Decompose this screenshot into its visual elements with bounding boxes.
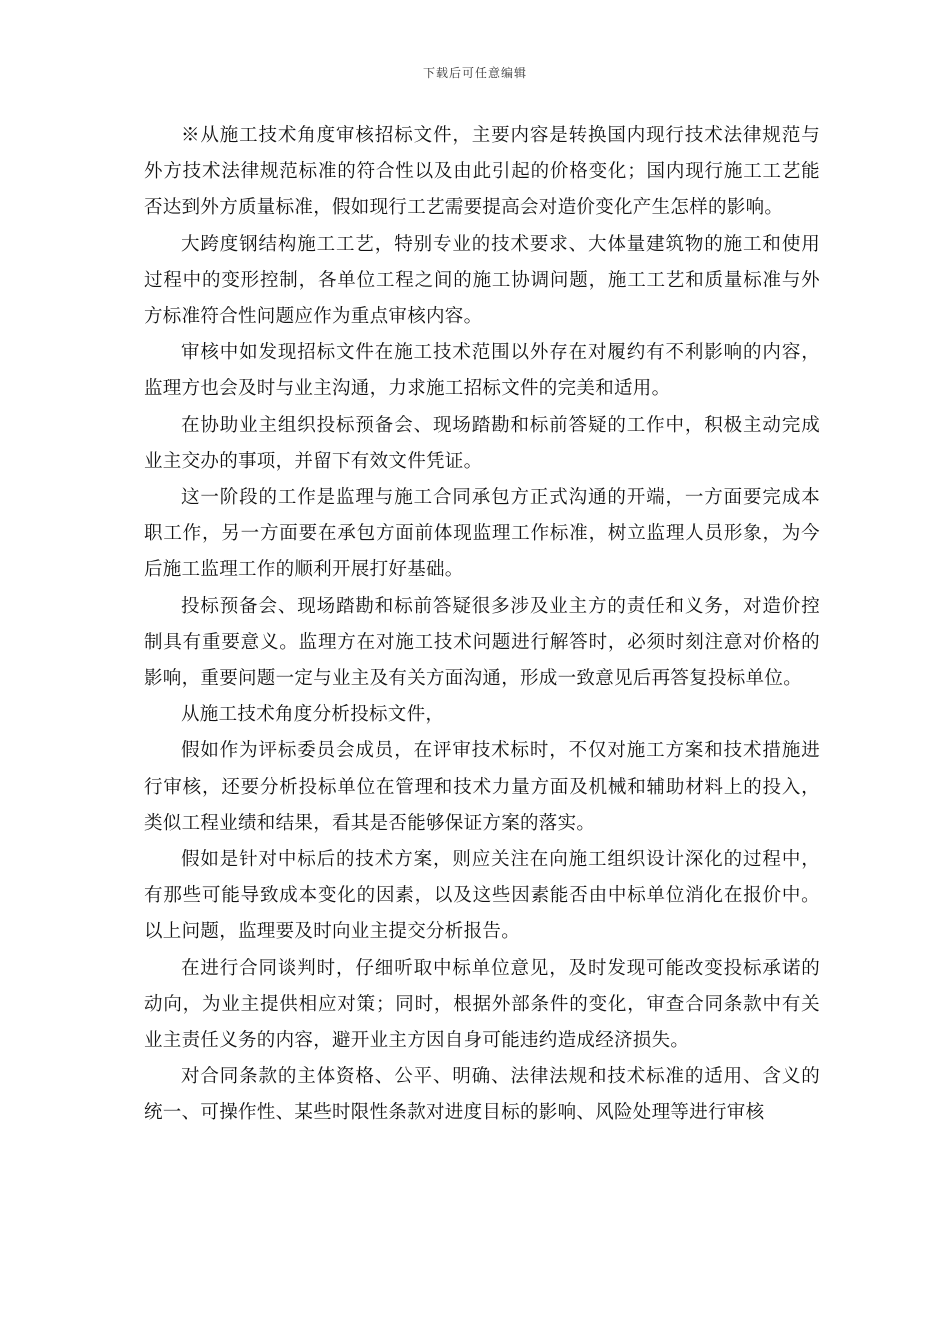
paragraph: ※从施工技术角度审核招标文件，主要内容是转换国内现行技术法律规范与外方技术法律规范标准的符合性以及由此引起的价格变化；国内现行施工工艺能否达到外方质量标准，假如现行工艺需要提高会对造价变化产生怎样的影响。 bbox=[144, 125, 820, 219]
paragraph: 对合同条款的主体资格、公平、明确、法律法规和技术标准的适用、含义的统一、可操作性、某些时限性条款对进度目标的影响、风险处理等进行审核 bbox=[144, 1066, 820, 1124]
paragraph: 在进行合同谈判时，仔细听取中标单位意见，及时发现可能改变投标承诺的动向，为业主提供相应对策；同时，根据外部条件的变化，审查合同条款中有关业主责任义务的内容，避开业主方因自身可能违约造成经济损失。 bbox=[144, 957, 820, 1052]
document-body bbox=[144, 118, 820, 1132]
paragraph: 审核中如发现招标文件在施工技术范围以外存在对履约有不利影响的内容，监理方也会及时与业主沟通，力求施工招标文件的完美和适用。 bbox=[144, 342, 820, 400]
paragraph: 大跨度钢结构施工工艺，特别专业的技术要求、大体量建筑物的施工和使用过程中的变形控制，各单位工程之间的施工协调问题，施工工艺和质量标准与外方标准符合性问题应作为重点审核内容。 bbox=[144, 233, 820, 328]
paragraph: 这一阶段的工作是监理与施工合同承包方正式沟通的开端，一方面要完成本职工作，另一方面要在承包方面前体现监理工作标准，树立监理人员形象，为今后施工监理工作的顺利开展打好基础。 bbox=[144, 487, 820, 581]
paragraph: 投标预备会、现场踏勘和标前答疑很多涉及业主方的责任和义务，对造价控制具有重要意义。监理方在对施工技术问题进行解答时，必须时刻注意对价格的影响，重要问题一定与业主及有关方面沟通，形成一致意见后再答复投标单位。 bbox=[144, 595, 820, 690]
paragraph: 在协助业主组织投标预备会、现场踏勘和标前答疑的工作中，积极主动完成业主交办的事项，并留下有效文件凭证。 bbox=[144, 414, 820, 472]
page-header: 下载后可任意编辑 bbox=[422, 66, 527, 80]
paragraph: 从施工技术角度分析投标文件， bbox=[181, 704, 445, 726]
paragraph: 假如作为评标委员会成员，在评审技术标时，不仅对施工方案和技术措施进行审核，还要分析投标单位在管理和技术力量方面及机械和辅助材料上的投入，类似工程业绩和结果，看其是否能够保证方案的落实。 bbox=[144, 740, 820, 834]
paragraph: 假如是针对中标后的技术方案，则应关注在向施工组织设计深化的过程中，有那些可能导致成本变化的因素，以及这些因素能否由中标单位消化在报价中。以上问题，监理要及时向业主提交分析报告。 bbox=[144, 849, 820, 943]
